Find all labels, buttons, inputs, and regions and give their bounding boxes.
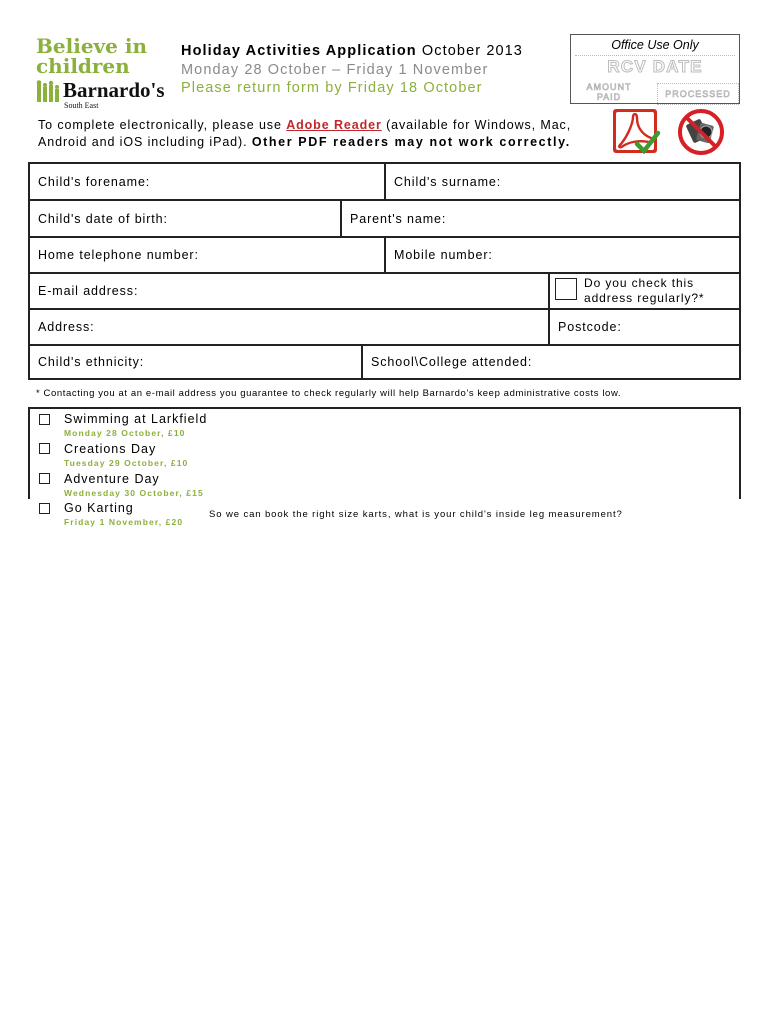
activity-name-karting: Go Karting: [64, 501, 134, 515]
email-footnote: * Contacting you at an e-mail address you guarantee to check regularly will help Barnardo's keep administrative costs low.: [36, 388, 622, 399]
karting-leg-question: So we can book the right size karts, what is your child's inside leg measurement?: [209, 509, 623, 520]
swimming-checkbox[interactable]: [39, 414, 50, 425]
intro-text-2: (available for Windows, Mac, Android and iOS including iPad).: [38, 118, 572, 149]
logo-region: South East: [64, 101, 99, 110]
activity-name-swimming: Swimming at Larkfield: [64, 412, 208, 426]
office-divider: [575, 55, 735, 56]
amount-paid-line1: AMOUNT: [586, 82, 632, 92]
adobe-reader-link[interactable]: Adobe Reader: [286, 118, 382, 132]
barnardos-logo: [36, 34, 166, 110]
child-forename-field[interactable]: Child's forename:: [38, 174, 151, 189]
row-child-name: [30, 164, 739, 201]
creations-checkbox[interactable]: [39, 443, 50, 454]
row-ethnicity-school: [30, 346, 739, 378]
return-deadline: Please return form by Friday 18 October: [181, 80, 483, 96]
logo-brand: Barnardo's: [63, 78, 165, 102]
divider: [548, 274, 550, 308]
row-dob-parent: [30, 201, 739, 238]
intro-warning: Other PDF readers may not work correctly.: [251, 135, 571, 149]
barnardos-children-icon: [36, 80, 60, 102]
form-title-rest: October 2013: [416, 43, 523, 59]
activity-detail-creations: Tuesday 29 October, £10: [64, 458, 189, 468]
logo-tagline-2: children: [36, 54, 130, 78]
form-title-bold: Holiday Activities Application: [181, 43, 417, 59]
check-email-checkbox[interactable]: [555, 278, 577, 300]
office-use-title: Office Use Only: [611, 38, 699, 52]
intro-text-1: To complete electronically, please use: [38, 118, 287, 132]
adventure-checkbox[interactable]: [39, 473, 50, 484]
activity-detail-karting: Friday 1 November, £20: [64, 517, 184, 527]
received-date-stamp: RCV DATE: [607, 57, 703, 76]
row-address: [30, 310, 739, 346]
parent-name-field[interactable]: Parent's name:: [350, 211, 447, 226]
check-email-label: Do you check this address regularly?*: [584, 276, 705, 305]
activity-dates: Monday 28 October – Friday 1 November: [181, 62, 489, 78]
child-surname-field[interactable]: Child's surname:: [394, 174, 502, 189]
ethnicity-field[interactable]: Child's ethnicity:: [38, 355, 145, 369]
school-field[interactable]: School\College attended:: [371, 355, 533, 369]
no-other-readers-icon: [676, 108, 726, 156]
home-phone-field[interactable]: Home telephone number:: [38, 248, 199, 262]
postcode-field[interactable]: Postcode:: [558, 320, 622, 334]
activity-name-adventure: Adventure Day: [64, 472, 160, 486]
adobe-reader-icon[interactable]: [611, 108, 661, 156]
activity-detail-adventure: Wednesday 30 October, £15: [64, 488, 204, 498]
karting-checkbox[interactable]: [39, 503, 50, 514]
form-title: [181, 43, 523, 59]
row-phones: [30, 238, 739, 274]
applicant-details-form: [28, 162, 741, 380]
amount-paid-line2: PAID: [596, 92, 622, 102]
processed-label: PROCESSED: [657, 83, 739, 105]
email-field[interactable]: E-mail address:: [38, 284, 139, 298]
amount-paid-label: [579, 82, 639, 102]
activity-detail-swimming: Monday 28 October, £10: [64, 428, 186, 438]
activity-name-creations: Creations Day: [64, 442, 157, 456]
child-dob-field[interactable]: Child's date of birth:: [38, 211, 168, 226]
address-field[interactable]: Address:: [38, 320, 95, 334]
logo-tagline-1: Believe in: [36, 34, 147, 58]
intro-text: [38, 117, 598, 151]
mobile-field[interactable]: Mobile number:: [394, 248, 493, 262]
office-use-box: [570, 34, 740, 104]
row-email: [30, 274, 739, 310]
